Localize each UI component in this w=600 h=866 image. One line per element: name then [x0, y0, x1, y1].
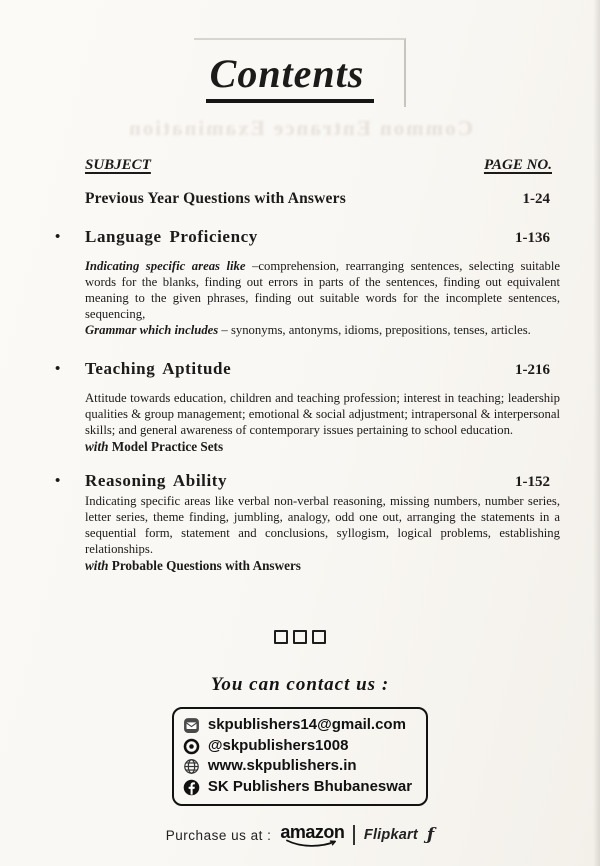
bullet-icon: • — [55, 472, 61, 489]
section-title: Language Proficiency — [85, 227, 258, 246]
section-page-range: 1-152 — [515, 473, 550, 490]
with-text: Probable Questions with Answers — [111, 557, 301, 573]
with-lead: with — [85, 439, 112, 454]
squares-divider — [0, 630, 600, 644]
section-description — [85, 258, 560, 338]
contact-row-facebook — [183, 777, 412, 798]
description-text: –comprehension, rearranging sentences, selecting suitable words for the blanks, finding out errors in parts of the sentences, finding out equivalent meaning to the given phrases, finding out suitable words for the incomplete sentences, sequencing, — [85, 259, 560, 321]
subject-column-header: SUBJECT — [85, 157, 151, 173]
description-text: – synonyms, antonyms, idioms, prepositions, tenses, articles. — [221, 323, 531, 337]
description-text: Indicating specific areas like verbal non-verbal reasoning, missing numbers, number series, letter series, theme finding, jumbling, analogy, odd one out, arranging the statements in a sequential form, statement and conclusions, syllogism, logical problems, establishing relationships. — [85, 493, 560, 556]
facebook-icon — [183, 779, 200, 796]
page-title: Contents — [206, 50, 375, 103]
contact-row-instagram — [183, 736, 412, 757]
section-title: Previous Year Questions with Answers — [85, 190, 346, 207]
email-icon — [183, 717, 200, 734]
contact-facebook: SK Publishers Bhubaneswar — [207, 777, 413, 795]
contact-website: www.skpublishers.in — [207, 757, 357, 775]
table-header — [85, 157, 552, 174]
with-line — [85, 558, 560, 575]
section-heading-row — [85, 359, 560, 379]
description-text: Attitude towards education, children and teaching profession; interest in teaching; leadership qualities & group management; emotional & social adjustment; intrapersonal & interpersonal skills; and general awareness of contemporary issues pertaining to school education. — [85, 391, 560, 437]
amazon-logo — [280, 823, 344, 847]
amazon-wordmark: amazon — [280, 822, 345, 843]
description-lead: Indicating specific areas like — [85, 259, 253, 273]
section-language-proficiency — [55, 227, 560, 338]
with-line — [85, 439, 560, 456]
contact-box — [172, 707, 428, 806]
section-reasoning-ability — [55, 470, 560, 575]
square-ornament — [293, 630, 307, 644]
section-title: Reasoning Ability — [85, 470, 228, 490]
contact-row-website — [183, 756, 412, 777]
section-title: Teaching Aptitude — [85, 359, 232, 378]
purchase-label: Purchase us at : — [165, 827, 272, 843]
bullet-icon: • — [55, 361, 61, 377]
amazon-smile-icon — [285, 839, 339, 847]
section-heading-row — [85, 471, 560, 491]
section-page-range: 1-216 — [515, 362, 550, 378]
flipkart-f-icon: ƒ — [426, 825, 435, 846]
section-description — [85, 390, 560, 456]
square-ornament — [274, 630, 288, 644]
description-lead: Grammar which includes — [85, 323, 222, 337]
section-page-range: 1-24 — [522, 191, 550, 207]
section-page-range: 1-136 — [515, 230, 550, 246]
contact-row-email — [183, 715, 412, 736]
page-no-column-header: PAGE NO. — [483, 157, 552, 173]
section-previous-year-questions — [85, 190, 560, 208]
contact-heading: You can contact us : — [210, 674, 390, 696]
title-row — [0, 0, 600, 107]
bleedthrough-text: Common Entrance Examination — [127, 116, 473, 140]
square-ornament — [312, 630, 326, 644]
section-heading-row — [85, 190, 560, 208]
globe-icon — [183, 758, 200, 775]
section-heading-row — [85, 227, 560, 247]
flipkart-wordmark: Flipkart — [363, 827, 418, 844]
bullet-icon: • — [55, 229, 61, 245]
section-teaching-aptitude — [55, 359, 560, 456]
contact-email: skpublishers14@gmail.com — [207, 716, 406, 734]
with-text: Model Practice Sets — [111, 439, 224, 454]
section-description — [85, 493, 560, 575]
purchase-row — [0, 823, 600, 847]
title-shadow-frame — [194, 38, 407, 107]
contact-instagram: @skpublishers1008 — [207, 736, 349, 754]
instagram-icon — [183, 738, 200, 755]
with-lead: with — [85, 557, 112, 573]
divider-line — [353, 825, 355, 845]
